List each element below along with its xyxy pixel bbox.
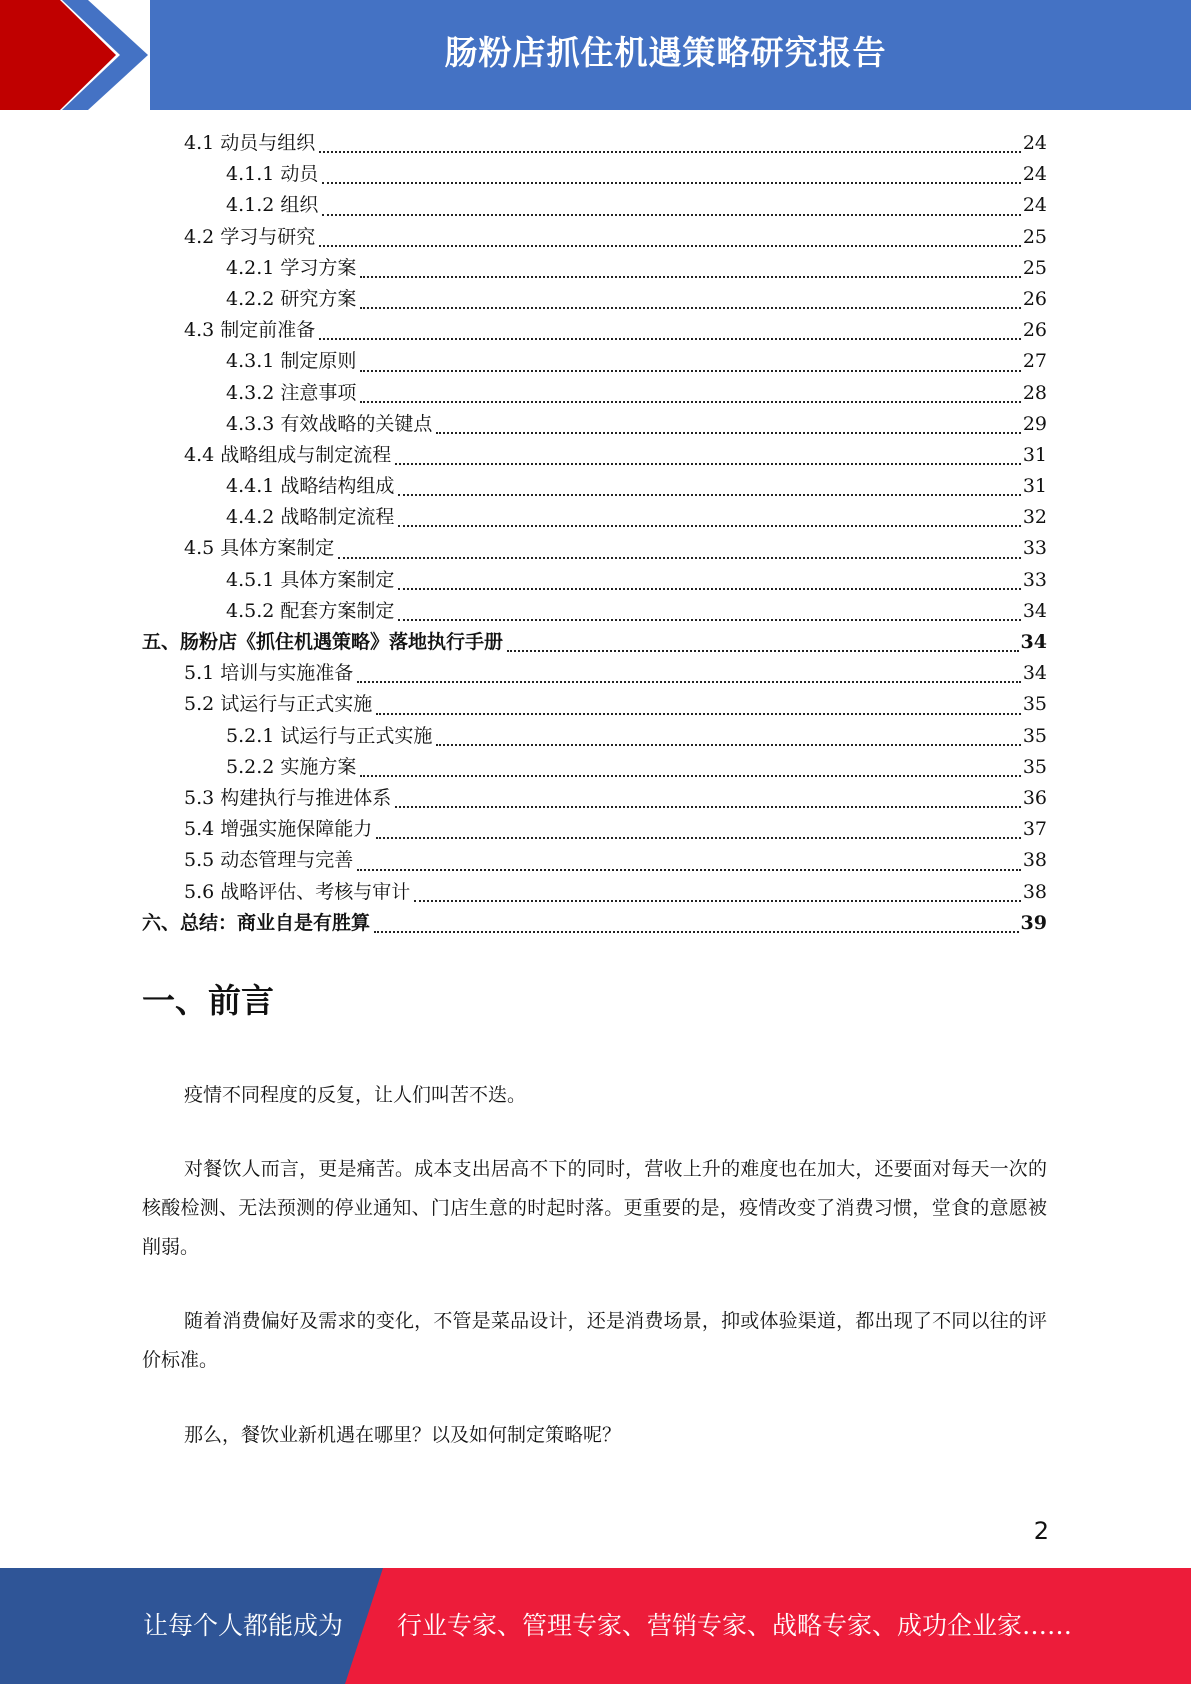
toc-entry-label: 5.5 动态管理与完善 bbox=[184, 849, 354, 872]
toc-entry-label: 4.3.2 注意事项 bbox=[226, 381, 357, 404]
toc-entry[interactable] bbox=[142, 378, 1047, 409]
toc-leader-dots bbox=[398, 525, 1020, 527]
page-header bbox=[0, 0, 1191, 110]
toc-entry[interactable] bbox=[142, 502, 1047, 533]
toc-entry-page: 35 bbox=[1022, 693, 1047, 716]
toc-entry[interactable] bbox=[142, 627, 1047, 658]
toc-entry-label: 4.5.1 具体方案制定 bbox=[226, 568, 395, 591]
toc-entry-label: 4.2.1 学习方案 bbox=[226, 256, 357, 279]
toc-leader-dots bbox=[398, 494, 1020, 496]
toc-entry[interactable] bbox=[142, 908, 1047, 939]
page-number: 2 bbox=[1033, 1517, 1049, 1545]
toc-entry-page: 26 bbox=[1022, 287, 1047, 310]
toc-entry[interactable] bbox=[142, 190, 1047, 221]
toc-leader-dots bbox=[395, 806, 1021, 808]
toc-entry-page: 38 bbox=[1022, 849, 1047, 872]
toc-entry-label: 4.1.1 动员 bbox=[226, 163, 319, 186]
toc-entry-label: 4.4 战略组成与制定流程 bbox=[184, 443, 392, 466]
toc-entry-page: 38 bbox=[1022, 880, 1047, 903]
toc-entry-label: 4.3.3 有效战略的关键点 bbox=[226, 412, 433, 435]
toc-entry[interactable] bbox=[142, 845, 1047, 876]
body-paragraph: 对餐饮人而言，更是痛苦。成本支出居高不下的同时，营收上升的难度也在加大，还要面对每天一次的核酸检测、无法预测的停业通知、门店生意的时起时落。更重要的是，疫情改变了消费习惯，堂食的意愿被削弱。 bbox=[142, 1158, 1047, 1258]
toc-entry[interactable] bbox=[142, 440, 1047, 471]
toc-entry-page: 33 bbox=[1022, 568, 1047, 591]
page-footer bbox=[0, 1568, 1191, 1684]
body-paragraph: 疫情不同程度的反复，让人们叫苦不迭。 bbox=[184, 1084, 527, 1106]
toc-entry-label: 5.3 构建执行与推进体系 bbox=[184, 786, 392, 809]
chevron-decoration-icon bbox=[0, 0, 160, 110]
toc-entry-label: 4.4.2 战略制定流程 bbox=[226, 506, 395, 529]
toc-entry[interactable] bbox=[142, 565, 1047, 596]
toc-entry-page: 35 bbox=[1022, 755, 1047, 778]
toc-entry-page: 36 bbox=[1022, 786, 1047, 809]
toc-entry-page: 34 bbox=[1022, 662, 1047, 685]
toc-entry[interactable] bbox=[142, 315, 1047, 346]
toc-leader-dots bbox=[436, 432, 1020, 434]
toc-entry-page: 24 bbox=[1022, 163, 1047, 186]
toc-entry-label: 4.5.2 配套方案制定 bbox=[226, 599, 395, 622]
toc-leader-dots bbox=[398, 588, 1020, 590]
toc-leader-dots bbox=[374, 931, 1019, 933]
toc-entry-label: 4.3.1 制定原则 bbox=[226, 350, 357, 373]
toc-entry-label: 4.4.1 战略结构组成 bbox=[226, 475, 395, 498]
toc-entry[interactable] bbox=[142, 721, 1047, 752]
table-of-contents bbox=[142, 128, 1047, 939]
toc-entry-page: 24 bbox=[1022, 194, 1047, 217]
toc-leader-dots bbox=[360, 401, 1020, 403]
toc-entry-page: 39 bbox=[1020, 911, 1047, 934]
toc-leader-dots bbox=[319, 245, 1021, 247]
toc-entry-label: 4.2.2 研究方案 bbox=[226, 287, 357, 310]
toc-entry-page: 27 bbox=[1022, 350, 1047, 373]
toc-entry[interactable] bbox=[142, 284, 1047, 315]
body-paragraph: 那么，餐饮业新机遇在哪里？以及如何制定策略呢？ bbox=[184, 1424, 622, 1446]
toc-entry-page: 26 bbox=[1022, 319, 1047, 342]
toc-entry-label: 4.5 具体方案制定 bbox=[184, 537, 335, 560]
toc-leader-dots bbox=[319, 338, 1021, 340]
toc-entry-page: 32 bbox=[1022, 506, 1047, 529]
toc-entry-label: 5.6 战略评估、考核与审计 bbox=[184, 880, 411, 903]
toc-entry-page: 33 bbox=[1022, 537, 1047, 560]
footer-slogan-left: 让每个人都能成为 bbox=[143, 1611, 344, 1640]
toc-leader-dots bbox=[338, 557, 1021, 559]
toc-entry-label: 五、肠粉店《抓住机遇策略》落地执行手册 bbox=[142, 631, 504, 653]
footer-slogan-right: 行业专家、管理专家、营销专家、战略专家、成功企业家…… bbox=[397, 1611, 1073, 1640]
toc-leader-dots bbox=[376, 837, 1021, 839]
toc-leader-dots bbox=[414, 900, 1021, 902]
toc-entry-page: 31 bbox=[1022, 443, 1047, 466]
toc-entry-label: 4.2 学习与研究 bbox=[184, 225, 316, 248]
toc-leader-dots bbox=[360, 775, 1020, 777]
toc-entry-page: 24 bbox=[1022, 132, 1047, 154]
toc-entry-label: 5.2.2 实施方案 bbox=[226, 755, 357, 778]
toc-entry[interactable] bbox=[142, 346, 1047, 377]
section-heading: 一、前言 bbox=[142, 981, 274, 1020]
toc-entry-page: 31 bbox=[1022, 475, 1047, 498]
toc-leader-dots bbox=[357, 681, 1021, 683]
toc-entry[interactable] bbox=[142, 814, 1047, 845]
toc-entry-page: 35 bbox=[1022, 724, 1047, 747]
toc-entry-label: 4.1 动员与组织 bbox=[184, 132, 316, 154]
toc-entry[interactable] bbox=[142, 877, 1047, 908]
toc-entry[interactable] bbox=[142, 689, 1047, 720]
toc-entry[interactable] bbox=[142, 222, 1047, 253]
toc-leader-dots bbox=[360, 276, 1020, 278]
toc-leader-dots bbox=[322, 182, 1020, 184]
toc-entry-label: 5.1 培训与实施准备 bbox=[184, 662, 354, 685]
toc-entry-page: 25 bbox=[1022, 225, 1047, 248]
toc-entry-label: 5.2.1 试运行与正式实施 bbox=[226, 724, 433, 747]
toc-entry-label: 4.3 制定前准备 bbox=[184, 319, 316, 342]
toc-entry-page: 34 bbox=[1022, 599, 1047, 622]
toc-leader-dots bbox=[436, 744, 1020, 746]
toc-entry-label: 六、总结：商业自是有胜算 bbox=[142, 911, 371, 934]
toc-leader-dots bbox=[319, 151, 1021, 153]
toc-entry-label: 4.1.2 组织 bbox=[226, 194, 319, 217]
toc-leader-dots bbox=[360, 307, 1020, 309]
toc-entry[interactable] bbox=[142, 783, 1047, 814]
document-title: 肠粉店抓住机遇策略研究报告 bbox=[444, 33, 887, 72]
toc-leader-dots bbox=[322, 214, 1020, 216]
toc-entry[interactable] bbox=[142, 159, 1047, 190]
toc-entry[interactable] bbox=[142, 253, 1047, 284]
toc-leader-dots bbox=[376, 713, 1021, 715]
toc-leader-dots bbox=[398, 619, 1020, 621]
toc-leader-dots bbox=[507, 650, 1019, 652]
toc-entry-label: 5.2 试运行与正式实施 bbox=[184, 693, 373, 716]
body-paragraph: 随着消费偏好及需求的变化，不管是菜品设计，还是消费场景，抑或体验渠道，都出现了不同以往的评价标准。 bbox=[142, 1310, 1047, 1371]
toc-entry-page: 29 bbox=[1022, 412, 1047, 435]
toc-entry[interactable] bbox=[142, 658, 1047, 689]
toc-entry-page: 34 bbox=[1020, 631, 1047, 653]
toc-entry-page: 25 bbox=[1022, 256, 1047, 279]
toc-entry-page: 37 bbox=[1022, 818, 1047, 841]
toc-entry[interactable] bbox=[142, 409, 1047, 440]
toc-entry[interactable] bbox=[142, 533, 1047, 564]
toc-entry[interactable] bbox=[142, 471, 1047, 502]
toc-entry-page: 28 bbox=[1022, 381, 1047, 404]
toc-entry[interactable] bbox=[142, 752, 1047, 783]
toc-entry-label: 5.4 增强实施保障能力 bbox=[184, 818, 373, 841]
toc-leader-dots bbox=[357, 869, 1021, 871]
toc-leader-dots bbox=[360, 370, 1020, 372]
toc-entry[interactable] bbox=[142, 596, 1047, 627]
toc-entry[interactable] bbox=[142, 128, 1047, 159]
toc-leader-dots bbox=[395, 463, 1021, 465]
